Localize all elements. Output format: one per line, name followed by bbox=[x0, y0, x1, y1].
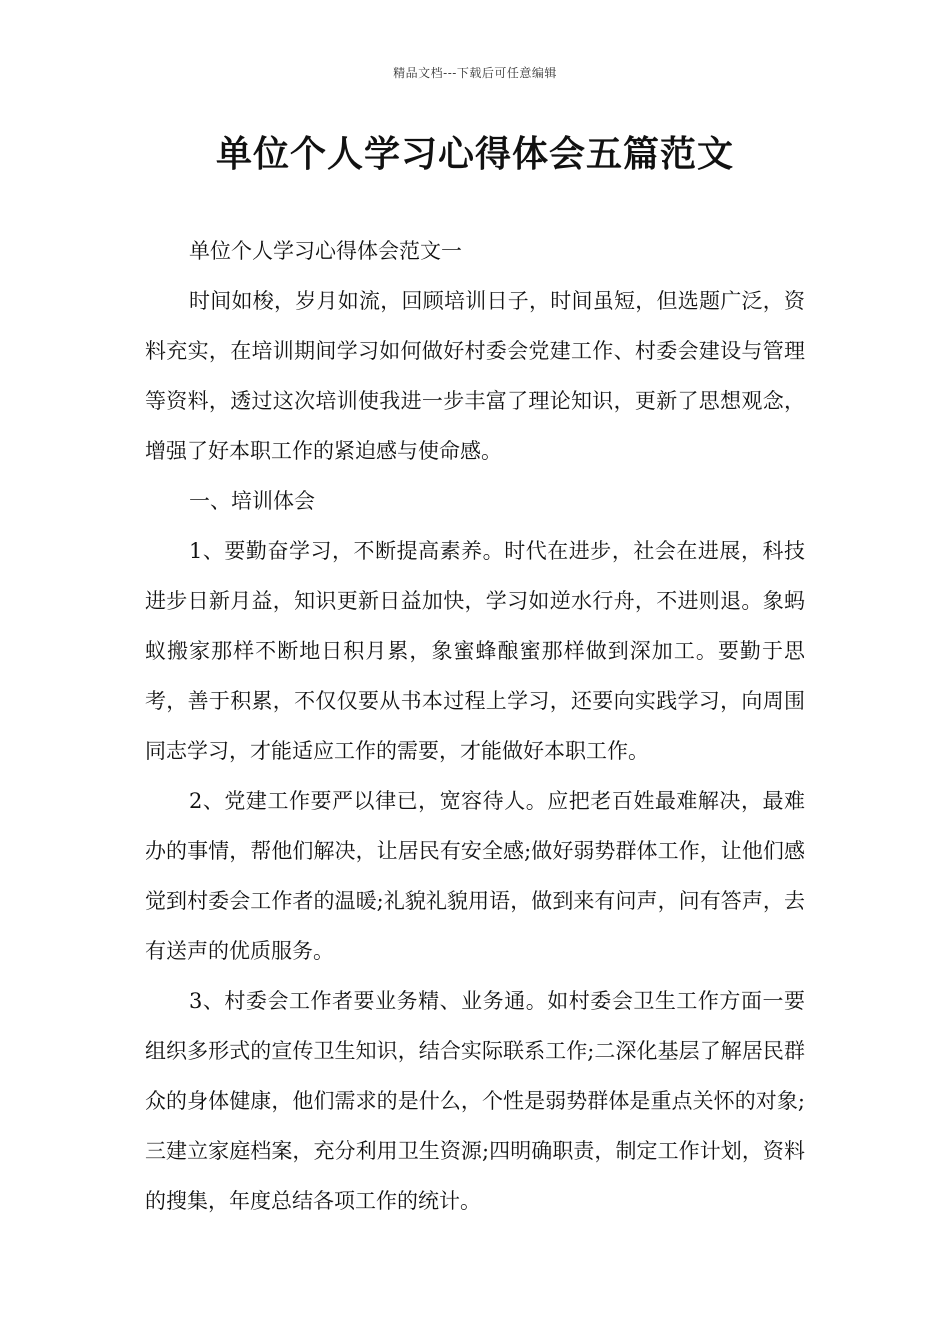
document-body bbox=[145, 226, 805, 1226]
paragraph-point-2: 2、党建工作要严以律已，宽容待人。应把老百姓最难解决，最难办的事情，帮他们解决，让居民有安全感;做好弱势群体工作，让他们感觉到村委会工作者的温暖;礼貌礼貌用语，做到来有问声，问有答声，去有送声的优质服务。 bbox=[145, 789, 805, 963]
section-heading-essay-one: 单位个人学习心得体会范文一 bbox=[189, 239, 462, 263]
paragraph-point-1: 1、要勤奋学习，不断提高素养。时代在进步，社会在进展，科技进步日新月益，知识更新日益加快，学习如逆水行舟，不进则退。象蚂蚁搬家那样不断地日积月累，象蜜蜂酿蜜那样做到深加工。要勤于思考，善于积累，不仅仅要从书本过程上学习，还要向实践学习，向周围同志学习，才能适应工作的需要，才能做好本职工作。 bbox=[145, 539, 805, 763]
paragraph-point-3: 3、村委会工作者要业务精、业务通。如村委会卫生工作方面一要组织多形式的宣传卫生知识，结合实际联系工作;二深化基层了解居民群众的身体健康，他们需求的是什么，个性是弱势群体是重点关怀的对象;三建立家庭档案，充分利用卫生资源;四明确职责，制定工作计划，资料的搜集，年度总结各项工作的统计。 bbox=[145, 989, 805, 1213]
section-heading-training: 一、培训体会 bbox=[189, 489, 315, 513]
header-note: 精品文档---下载后可任意编辑 bbox=[393, 66, 557, 80]
paragraph-intro: 时间如梭，岁月如流，回顾培训日子，时间虽短，但选题广泛，资料充实，在培训期间学习如何做好村委会党建工作、村委会建设与管理等资料，透过这次培训使我进一步丰富了理论知识，更新了思想观念，增强了好本职工作的紧迫感与使命感。 bbox=[145, 289, 805, 463]
document-title: 单位个人学习心得体会五篇范文 bbox=[215, 133, 734, 175]
